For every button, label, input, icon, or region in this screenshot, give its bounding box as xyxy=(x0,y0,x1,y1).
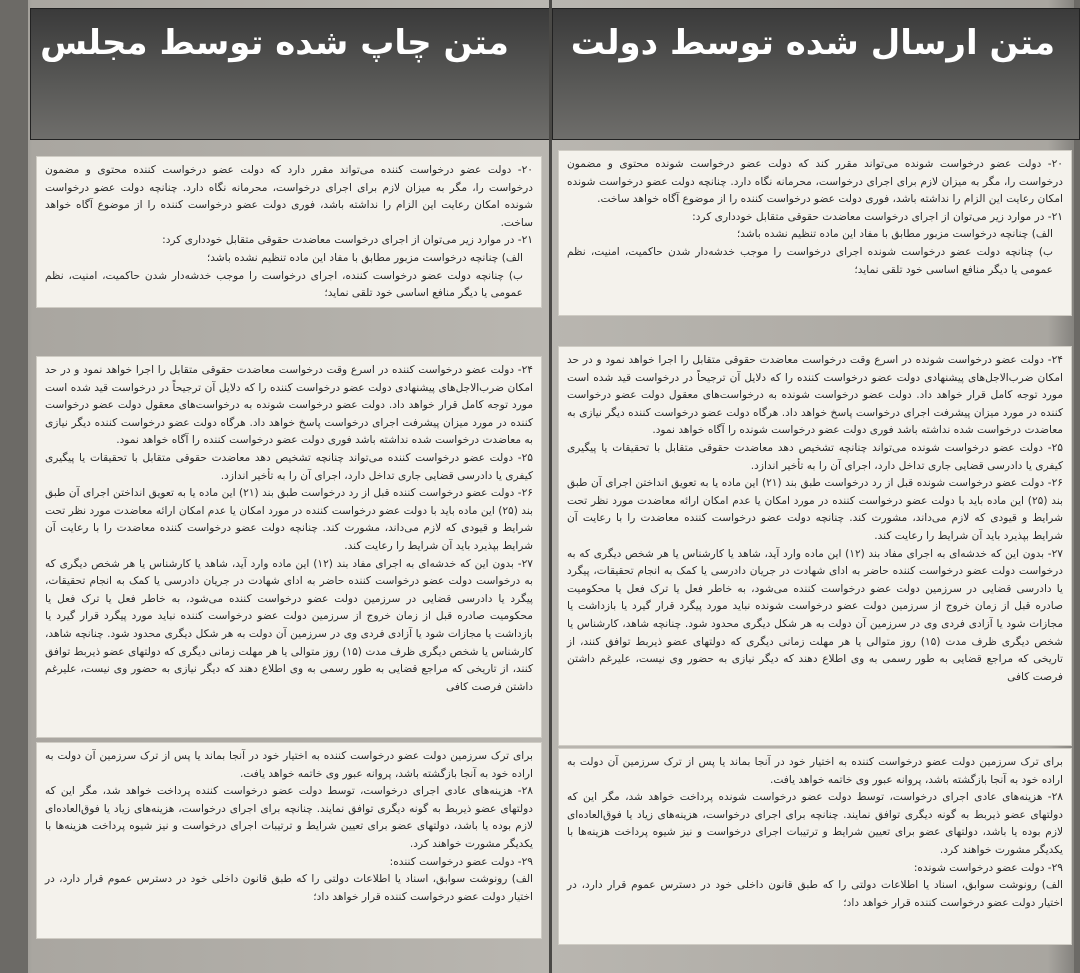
paragraph: ۲۶- دولت عضو درخواست شونده قبل از رد درخواست طبق بند (۲۱) این ماده یا به تعویق انداختن اجرای آن طبق بند (۲۵) این ماده باید با دولت عضو درخواست کننده در مورد امکان یا عدم امکان ارائه معاضدت مورد نظر تحت شرایط و قیودی که لازم می‌داند، مشورت کند. چنانچه دولت عضو درخواست کننده معاضدت را با رعایت آن شرایط بپذیرد باید آن شرایط را رعایت کند. xyxy=(567,477,1063,542)
right-block-2 xyxy=(558,346,1072,746)
header-parliament-text xyxy=(30,8,550,140)
paragraph: ۲۴- دولت عضو درخواست شونده در اسرع وقت درخواست معاضدت حقوقی متقابل را اجرا خواهد نمود و در حد امکان ضرب‌الاجل‌های پیشنهادی دولت عضو درخواست کننده را که دلایل آن ترجیحاً در درخواست قید شده است مورد توجه کامل قرار خواهد داد. دولت عضو درخواست شونده به درخواست‌های معقول دولت عضو درخواست کننده در مورد میزان پیشرفت اجرای درخواست پاسخ خواهد داد. هرگاه دولت عضو درخواست کننده دیگر نیازی به معاضدت درخواست شده نداشته باشد فوری دولت عضو درخواست شونده را آگاه خواهد نمود. xyxy=(567,354,1063,437)
left-block-3 xyxy=(36,742,542,939)
column-title-left: متن چاپ شده توسط مجلس xyxy=(40,23,509,63)
right-block-3 xyxy=(558,748,1072,945)
paragraph: الف) چنانچه درخواست مزبور مطابق با مفاد این ماده تنظیم نشده باشد؛ xyxy=(206,251,523,264)
paragraph: ۲۷- بدون این که خدشه‌ای به اجرای مفاد بند (۱۲) این ماده وارد آید، شاهد یا کارشناس یا هر شخص دیگری که به درخواست دولت عضو درخواست کننده حاضر به ادای شهادت در جریان دادرسی یا کمک به انجام تحقیقات، پیگرد یا دادرسی قضایی در سرزمین دولت عضو درخواست کننده می‌شود، به خاطر فعل یا ترک فعل یا محکومیت صادره قبل از زمان خروج از سرزمین دولت عضو درخواست کننده نباید مورد پیگرد قرار گیرد یا بازداشت یا مجازات شود یا آزادی فردی وی در سرزمین آن دولت به هر شکل دیگری محدود شود. چنانچه شاهد، کارشناس یا شخص دیگری ظرف مدت (۱۵) روز متوالی یا هر مهلت زمانی دیگری که دولتهای عضو ذیربط توافق کنند، از تاریخی که مراجع قضایی به طور رسمی به وی اطلاع دهند که دیگر نیازی به حضور وی نیست، علیرغم داشتن فرصت کافی xyxy=(45,557,533,693)
column-divider xyxy=(549,0,552,973)
left-block-1 xyxy=(36,156,542,308)
paragraph: ۲۰- دولت عضو درخواست کننده می‌تواند مقرر دارد که دولت عضو درخواست کننده محتوی و مضمون درخواست را، مگر به میزان لازم برای اجرای درخواست، محرمانه نگاه دارد. چنانچه دولت عضو درخواست شونده امکان رعایت این الزام را نداشته باشد، فوری دولت عضو درخواست کننده را از موضوع آگاه خواهد ساخت. xyxy=(45,164,533,229)
header-government-text xyxy=(552,8,1080,140)
paragraph: الف) چنانچه درخواست مزبور مطابق با مفاد این ماده تنظیم نشده باشد؛ xyxy=(736,228,1053,241)
paragraph: ۲۰- دولت عضو درخواست شونده می‌تواند مقرر کند که دولت عضو درخواست شونده محتوی و مضمون درخواست را، مگر به میزان لازم برای اجرای درخواست، محرمانه نگاه دارد. چنانچه دولت عضو درخواست شونده امکان رعایت این الزام را نداشته باشد، فوری دولت عضو درخواست کننده را از موضوع آگاه خواهد ساخت. xyxy=(567,158,1063,206)
paragraph: ۲۱- در موارد زیر می‌توان از اجرای درخواست معاضدت حقوقی متقابل خودداری کرد: xyxy=(162,234,533,247)
page-edge-right xyxy=(1074,0,1080,973)
paragraph: ۲۱- در موارد زیر می‌توان از اجرای درخواست معاضدت حقوقی متقابل خودداری کرد: xyxy=(692,210,1063,223)
paragraph: ۲۴- دولت عضو درخواست کننده در اسرع وقت درخواست معاضدت حقوقی متقابل را اجرا خواهد نمود و در حد امکان ضرب‌الاجل‌های پیشنهادی دولت عضو درخواست کننده را که دلایل آن ترجیحاً در درخواست قید شده است مورد توجه کامل قرار خواهد داد. دولت عضو درخواست شونده به درخواست‌های معقول دولت عضو درخواست کننده در مورد میزان پیشرفت اجرای درخواست پاسخ خواهد داد. هرگاه دولت عضو درخواست کننده دیگر نیازی به معاضدت درخواست شده نداشته باشد فوری دولت عضو درخواست کننده را آگاه خواهد نمود. xyxy=(45,364,533,447)
right-block-1 xyxy=(558,150,1072,316)
paragraph: ۲۶- دولت عضو درخواست کننده قبل از رد درخواست طبق بند (۲۱) این ماده یا به تعویق انداختن اجرای آن طبق بند (۲۵) این ماده باید با دولت عضو درخواست کننده در مورد امکان یا عدم امکان ارائه معاضدت مورد نظر تحت شرایط و قیودی که لازم می‌داند، مشورت کند. چنانچه دولت عضو درخواست کننده معاضدت را با رعایت آن شرایط بپذیرد باید آن شرایط را رعایت کند. xyxy=(45,487,533,552)
paragraph: الف) رونوشت سوابق، اسناد یا اطلاعات دولتی را که طبق قانون داخلی خود در دسترس عموم قرار دارد، در اختیار دولت عضو درخواست کننده قرار خواهد داد؛ xyxy=(45,873,533,903)
paragraph: ۲۵- دولت عضو درخواست شونده می‌تواند چنانچه تشخیص دهد معاضدت حقوقی متقابل با تحقیقات یا پیگیری کیفری یا دادرسی قضایی جاری تداخل دارد، اجرای آن را به تأخیر اندازد. xyxy=(567,441,1063,472)
paragraph: ۲۵- دولت عضو درخواست کننده می‌تواند چنانچه تشخیص دهد معاضدت حقوقی متقابل با تحقیقات یا پیگیری کیفری یا دادرسی قضایی جاری تداخل دارد، اجرای آن را به تأخیر اندازد. xyxy=(45,451,533,482)
paragraph: ۲۸- هزینه‌های عادی اجرای درخواست، توسط دولت عضو درخواست شونده پرداخت خواهد شد، مگر این که دولتهای عضو ذیربط به گونه دیگری توافق نمایند. چنانچه برای اجرای درخواست، هزینه‌های زیاد یا فوق‌العاده‌ای لازم بوده یا باشد، دولتهای عضو برای تعیین شرایط و ترتیبات اجرای درخواست و نیز شیوه پرداخت هزینه‌ها با یکدیگر مشورت خواهند کرد. xyxy=(567,791,1063,856)
paragraph: ب) چنانچه دولت عضو درخواست شونده اجرای درخواست را موجب خدشه‌دار شدن حاکمیت، امنیت، نظم عمومی یا دیگر منافع اساسی خود تلقی نماید؛ xyxy=(567,245,1053,276)
paragraph: ۲۹- دولت عضو درخواست کننده: xyxy=(389,855,533,868)
left-block-2 xyxy=(36,356,542,738)
paragraph: الف) رونوشت سوابق، اسناد یا اطلاعات دولتی را که طبق قانون داخلی خود در دسترس عموم قرار دارد، در اختیار دولت عضو درخواست کننده قرار خواهد داد؛ xyxy=(567,879,1063,909)
paragraph: ۲۸- هزینه‌های عادی اجرای درخواست، توسط دولت عضو درخواست کننده پرداخت خواهد شد، مگر این که دولتهای عضو ذیربط به گونه دیگری توافق نمایند. چنانچه برای اجرای درخواست، هزینه‌های زیاد یا فوق‌العاده‌ای لازم بوده یا باشد، دولتهای عضو برای تعیین شرایط و ترتیبات اجرای درخواست و نیز شیوه پرداخت هزینه‌ها با یکدیگر مشورت خواهند کرد. xyxy=(45,785,533,850)
paragraph: برای ترک سرزمین دولت عضو درخواست کننده به اختیار خود در آنجا بماند یا پس از ترک سرزمین آن دولت به اراده خود به آنجا بازگشته باشد، پروانه عبور وی خاتمه خواهد یافت. xyxy=(567,756,1063,786)
paragraph: ب) چنانچه دولت عضو درخواست کننده، اجرای درخواست را موجب خدشه‌دار شدن حاکمیت، امنیت، نظم عمومی یا دیگر منافع اساسی خود تلقی نماید؛ xyxy=(45,269,523,300)
paragraph: ۲۷- بدون این که خدشه‌ای به اجرای مفاد بند (۱۲) این ماده وارد آید، شاهد یا کارشناس یا هر شخص دیگری که به درخواست دولت عضو درخواست کننده حاضر به ادای شهادت در جریان دادرسی یا کمک به انجام تحقیقات، پیگرد یا دادرسی قضایی در سرزمین دولت عضو درخواست کننده می‌شود، به خاطر فعل یا ترک فعل یا محکومیت صادره قبل از زمان خروج از سرزمین دولت عضو درخواست شونده نباید مورد پیگرد قرار گیرد یا بازداشت یا مجازات شود یا آزادی فردی وی در سرزمین آن دولت به هر شکل دیگری محدود شود. چنانچه شاهد، کارشناس یا شخص دیگری ظرف مدت (۱۵) روز متوالی یا هر مهلت زمانی دیگری که دولتهای عضو ذیربط توافق کنند، از تاریخی که مراجع قضایی به طور رسمی به وی اطلاع دهند که دیگر نیازی به حضور وی نیست، علیرغم داشتن فرصت کافی xyxy=(567,547,1063,683)
paragraph: برای ترک سرزمین دولت عضو درخواست کننده به اختیار خود در آنجا بماند یا پس از ترک سرزمین آن دولت به اراده خود به آنجا بازگشته باشد، پروانه عبور وی خاتمه خواهد یافت. xyxy=(45,750,533,780)
column-title-right: متن ارسال شده توسط دولت xyxy=(570,23,1055,63)
paragraph: ۲۹- دولت عضو درخواست شونده: xyxy=(913,861,1063,874)
page-edge-left xyxy=(0,0,28,973)
